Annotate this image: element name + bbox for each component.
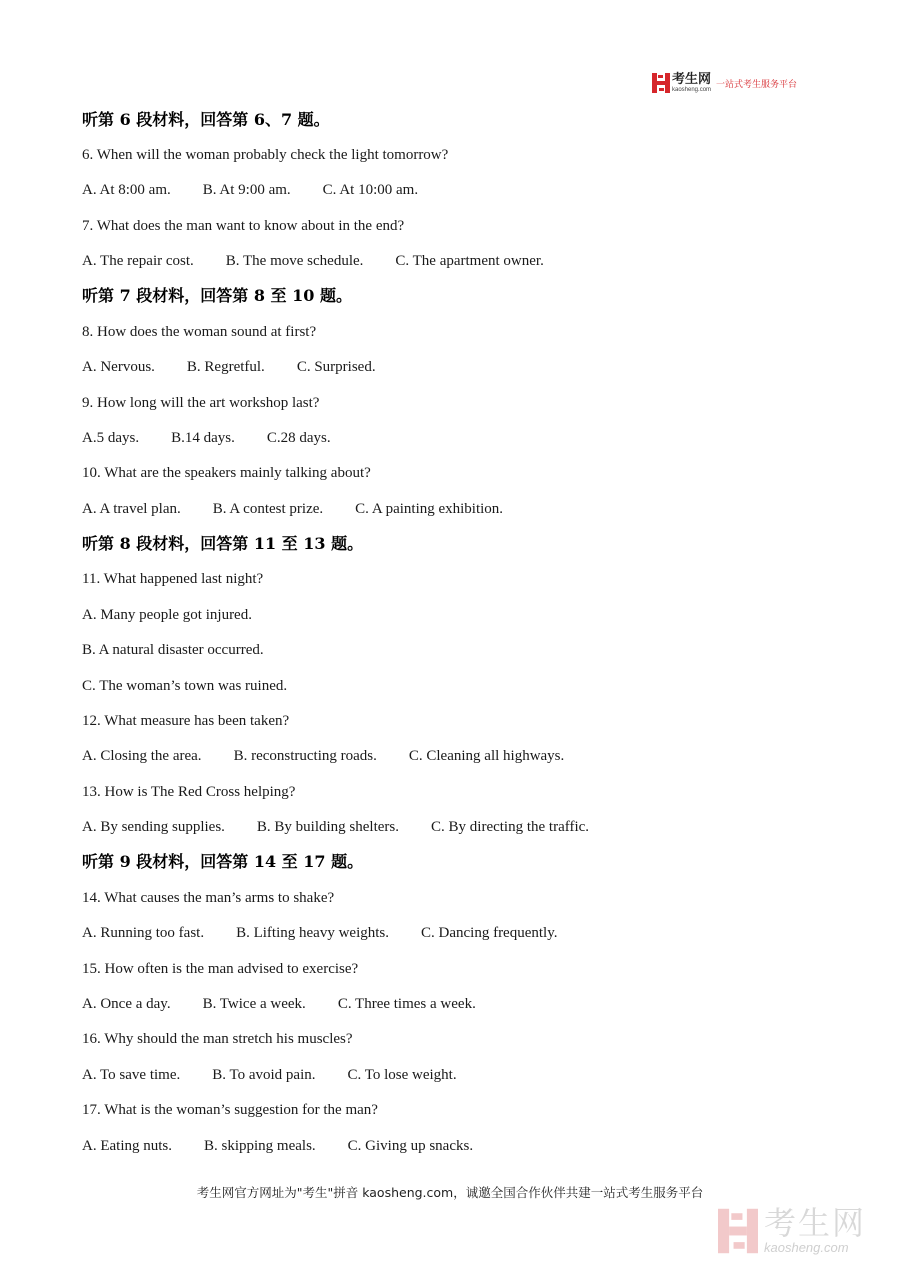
options-row xyxy=(82,1066,457,1084)
option-a: A. By sending supplies. xyxy=(82,819,225,835)
option-a: A. To save time. xyxy=(82,1067,181,1083)
option-b: B. The move schedule. xyxy=(225,253,364,269)
options-row xyxy=(82,1137,473,1155)
option-c: C.28 days. xyxy=(266,430,331,446)
kaosheng-logo-icon xyxy=(652,73,670,93)
option-c: C. Dancing frequently. xyxy=(421,925,558,941)
option-b: B. To avoid pain. xyxy=(212,1067,316,1083)
options-row xyxy=(82,181,418,199)
options-row xyxy=(82,252,544,270)
option-b: B. A contest prize. xyxy=(212,501,324,517)
page-footer: 考生网官方网址为"考生"拼音 kaosheng.com，诚邀全国合作伙伴共建一站式考生服务平台 xyxy=(196,1185,704,1200)
section-title: 听第 8 段材料，回答第 11 至 13 题。 xyxy=(82,534,364,553)
question: 10. What are the speakers mainly talking about? xyxy=(82,465,371,481)
options-row xyxy=(82,747,564,765)
option-b: B. Twice a week. xyxy=(202,996,306,1012)
option-c: C. Three times a week. xyxy=(337,996,476,1012)
question: 14. What causes the man’s arms to shake? xyxy=(82,890,335,906)
logo-domain: kaosheng.com xyxy=(672,87,712,93)
option-a: A. Running too fast. xyxy=(82,925,205,941)
option-a: A. Closing the area. xyxy=(82,748,202,764)
option-b: B.14 days. xyxy=(171,430,235,446)
option-c: C. The woman’s town was ruined. xyxy=(82,678,288,694)
options-row xyxy=(82,818,589,836)
kaosheng-watermark-icon xyxy=(718,1208,758,1254)
options-row xyxy=(82,995,476,1013)
watermark-name: 考生网 xyxy=(764,1204,867,1242)
question: 15. How often is the man advised to exercise? xyxy=(82,961,359,977)
watermark xyxy=(718,1204,867,1255)
option-a: A. At 8:00 am. xyxy=(82,182,171,198)
question: 8. How does the woman sound at first? xyxy=(82,324,317,340)
option-b: B. Regretful. xyxy=(186,359,265,375)
option-b: B. At 9:00 am. xyxy=(202,182,291,198)
question: 13. How is The Red Cross helping? xyxy=(82,784,296,800)
header-logo xyxy=(652,72,797,94)
option-a: A. A travel plan. xyxy=(82,501,181,517)
option-c: C. Cleaning all highways. xyxy=(408,748,565,764)
section-title: 听第 6 段材料，回答第 6、7 题。 xyxy=(82,110,330,129)
options-row xyxy=(82,358,376,376)
option-a: A. Many people got injured. xyxy=(82,607,252,623)
question: 16. Why should the man stretch his muscles? xyxy=(82,1031,353,1047)
option-b: B. skipping meals. xyxy=(204,1138,316,1154)
logo-slogan: 一站式考生服务平台 xyxy=(716,79,798,90)
question: 6. When will the woman probably check the light tomorrow? xyxy=(82,147,449,163)
question: 12. What measure has been taken? xyxy=(82,713,290,729)
options-row xyxy=(82,429,331,447)
option-c: C. To lose weight. xyxy=(347,1067,457,1083)
option-c: C. By directing the traffic. xyxy=(431,819,590,835)
section-title: 听第 7 段材料，回答第 8 至 10 题。 xyxy=(82,286,352,305)
option-a: A. Eating nuts. xyxy=(82,1138,172,1154)
option-b: B. A natural disaster occurred. xyxy=(82,642,264,658)
question: 9. How long will the art workshop last? xyxy=(82,395,320,411)
options-row xyxy=(82,924,558,942)
options-row xyxy=(82,500,503,518)
question: 7. What does the man want to know about in the end? xyxy=(82,218,405,234)
option-a: A. Nervous. xyxy=(82,359,155,375)
option-a: A. The repair cost. xyxy=(82,253,194,269)
option-b: B. Lifting heavy weights. xyxy=(236,925,389,941)
section-title: 听第 9 段材料，回答第 14 至 17 题。 xyxy=(82,852,364,871)
option-b: B. By building shelters. xyxy=(256,819,400,835)
option-c: C. The apartment owner. xyxy=(395,253,544,269)
logo-name: 考生网 xyxy=(672,72,712,87)
option-a: A. Once a day. xyxy=(82,996,171,1012)
option-c: C. A painting exhibition. xyxy=(355,501,504,517)
watermark-domain: kaosheng.com xyxy=(764,1240,849,1255)
option-b: B. reconstructing roads. xyxy=(233,748,377,764)
option-a: A.5 days. xyxy=(82,430,140,446)
question: 17. What is the woman’s suggestion for the man? xyxy=(82,1102,378,1118)
option-c: C. Giving up snacks. xyxy=(347,1138,474,1154)
option-c: C. At 10:00 am. xyxy=(322,182,419,198)
option-c: C. Surprised. xyxy=(296,359,376,375)
question: 11. What happened last night? xyxy=(82,571,264,587)
